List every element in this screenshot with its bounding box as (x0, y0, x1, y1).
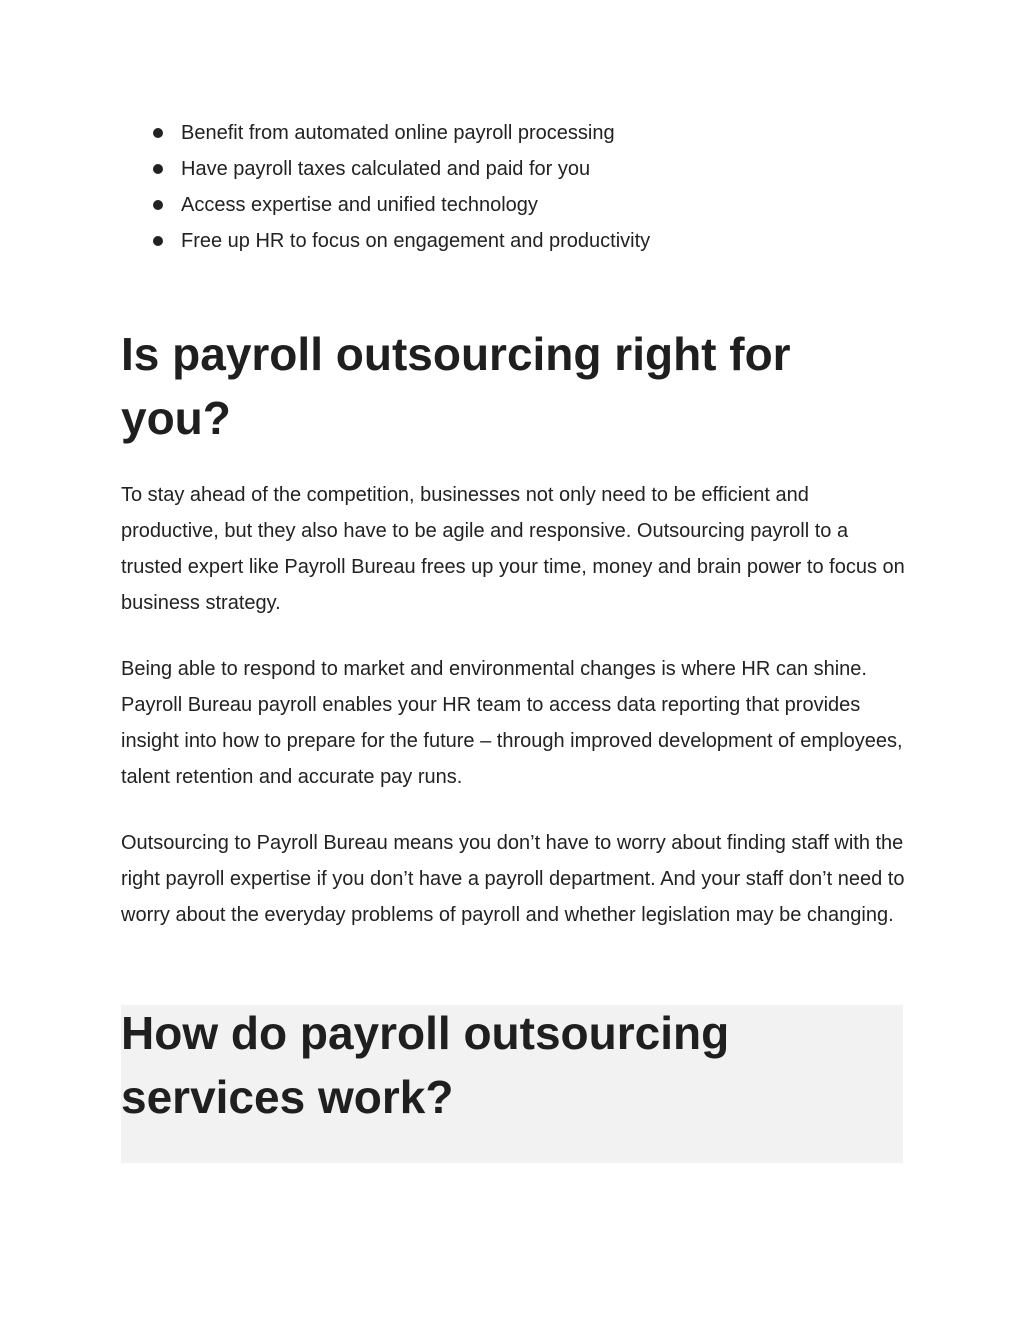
list-item (151, 225, 650, 261)
bullet-icon (153, 236, 163, 246)
list-item (151, 189, 650, 225)
paragraph-hr-shine: Being able to respond to market and environmental changes is where HR can shine. Payroll Bureau payroll enables your HR team to access data reporting that provides insight into how to prepare for the future – through improved development of employees, talent retention and accurate pay runs. (121, 658, 903, 788)
paragraph-staff-expertise: Outsourcing to Payroll Bureau means you don’t have to worry about finding staff with the right payroll expertise if you don’t have a payroll department. And your staff don’t need to worry about the everyday problems of payroll and whether legislation may be changing. (121, 832, 905, 926)
list-item (151, 117, 650, 153)
list-item-text: Access expertise and unified technology (181, 194, 538, 216)
section-heading-how-it-works: How do payroll outsourcing services work? (121, 1007, 730, 1123)
bullet-icon (153, 200, 163, 210)
list-item-text: Benefit from automated online payroll processing (181, 122, 615, 144)
benefits-list (151, 117, 650, 261)
list-item-text: Free up HR to focus on engagement and productivity (181, 230, 651, 252)
bullet-icon (153, 128, 163, 138)
list-item-text: Have payroll taxes calculated and paid for you (181, 158, 591, 180)
section-heading-outsourcing-right: Is payroll outsourcing right for you? (121, 328, 791, 444)
bullet-icon (153, 164, 163, 174)
list-item (151, 153, 650, 189)
paragraph-competition: To stay ahead of the competition, businesses not only need to be efficient and productive, but they also have to be agile and responsive. Outsourcing payroll to a trusted expert like Payroll Bureau frees up your time, money and brain power to focus on business strategy. (121, 484, 905, 614)
